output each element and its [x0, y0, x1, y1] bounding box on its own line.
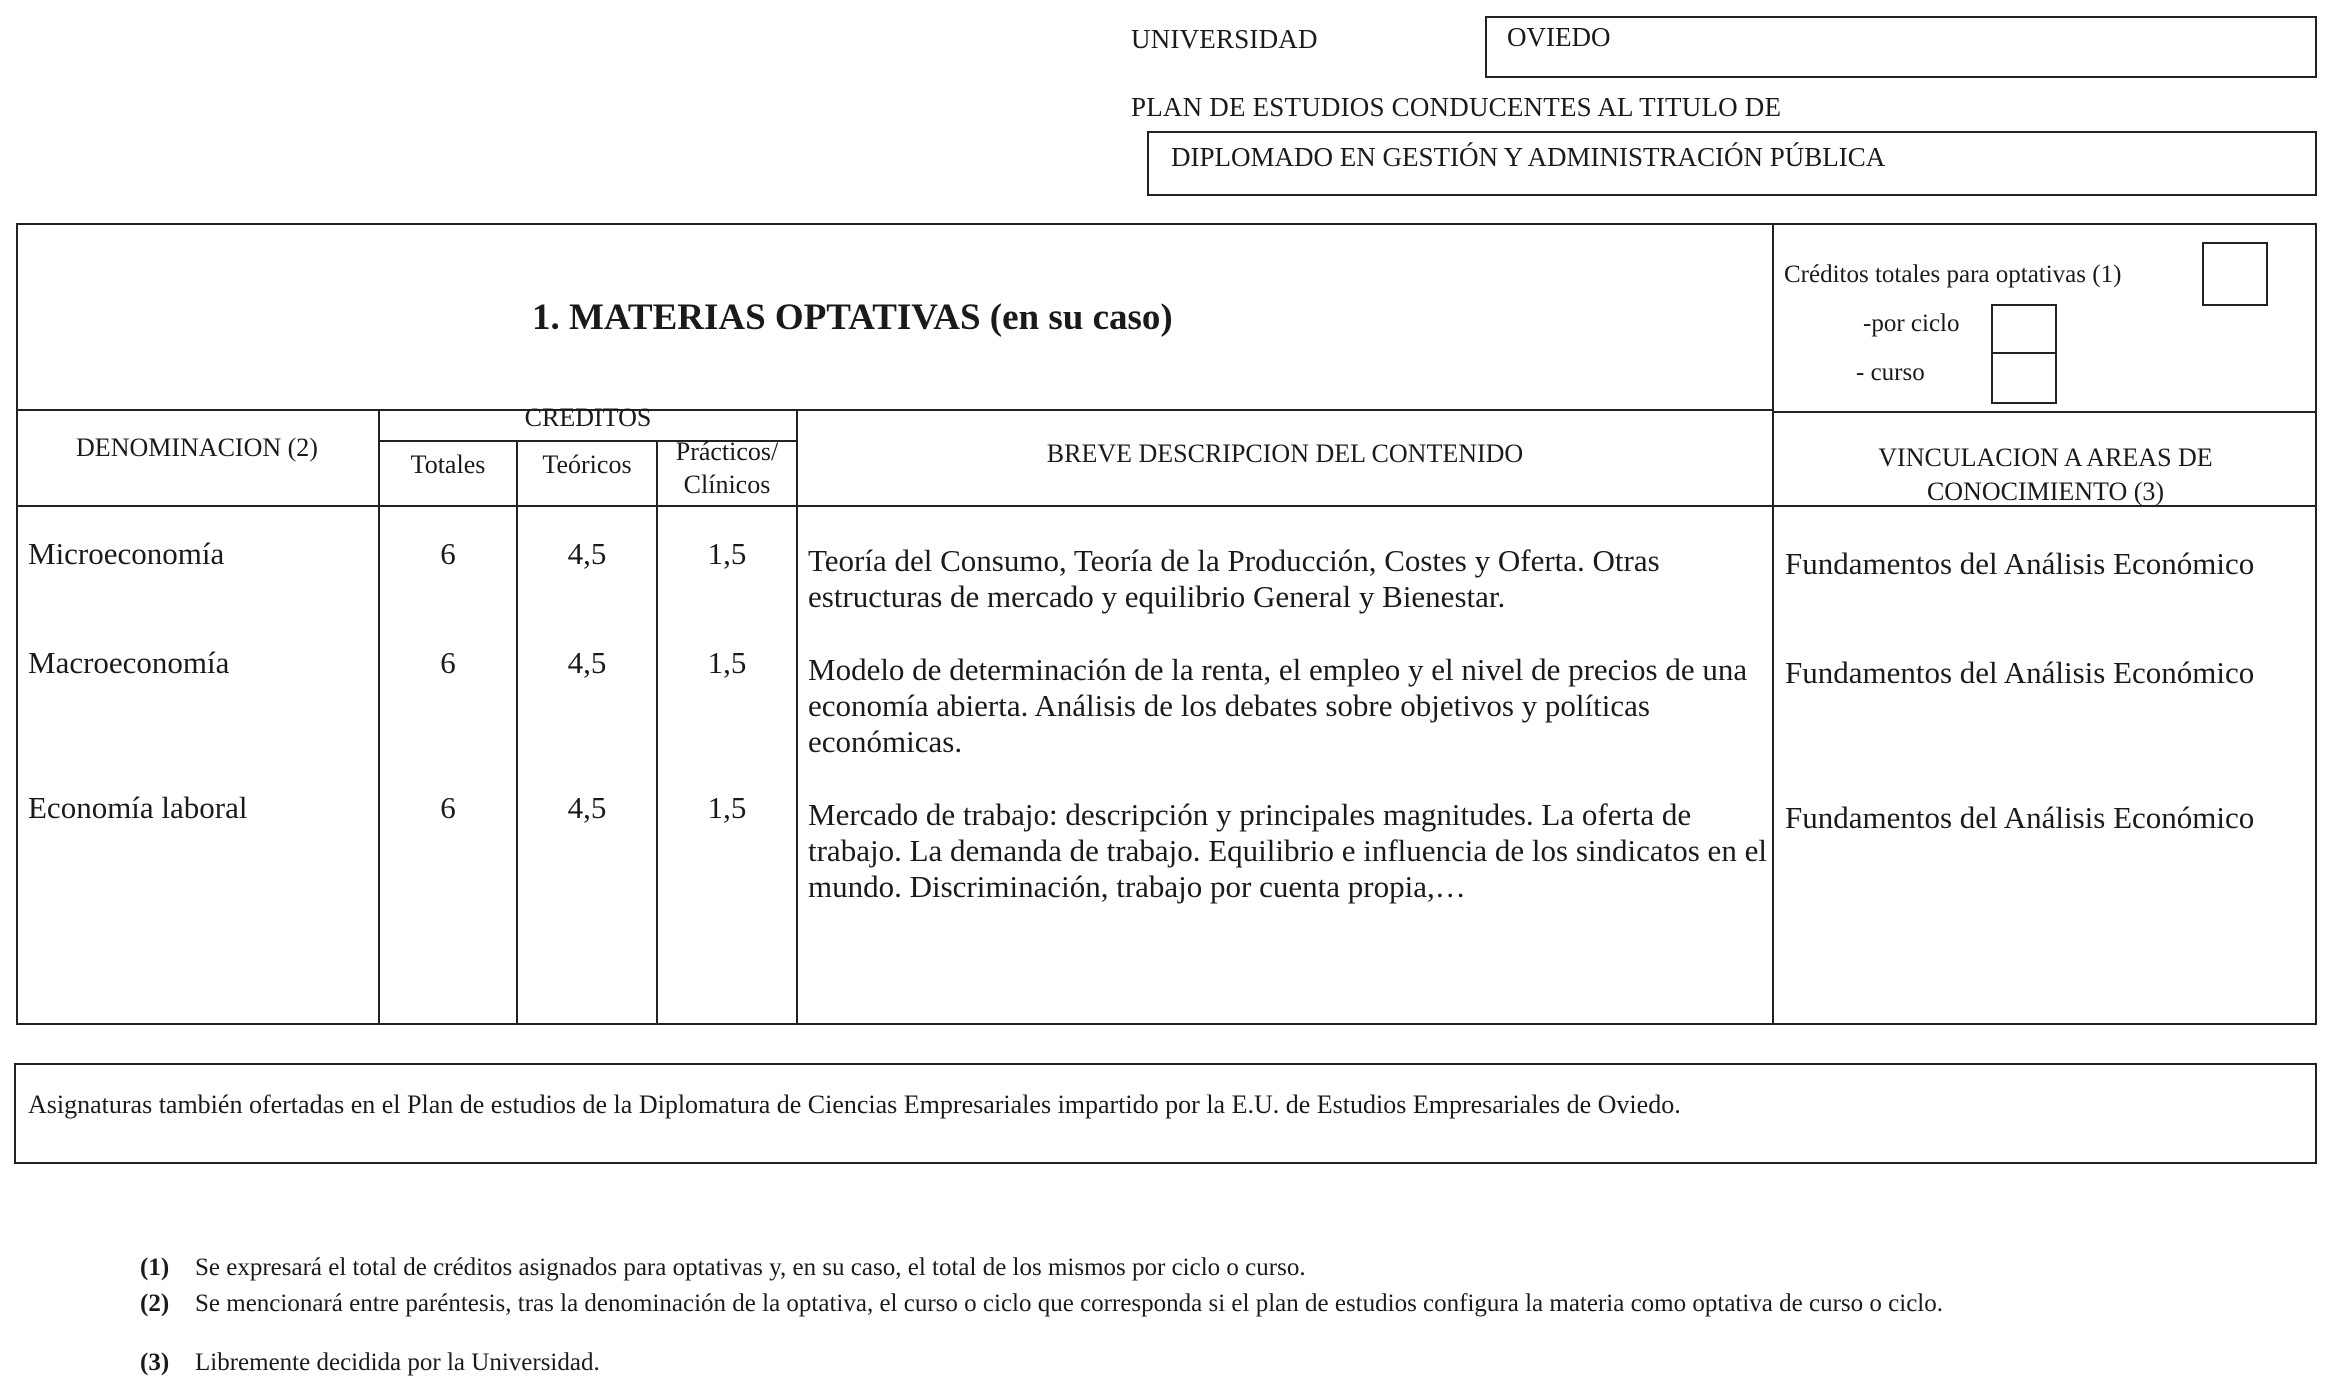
row-teoricos: 4,5: [567, 645, 607, 680]
footnote-mark-2: [140, 1287, 169, 1320]
creditos-totales-label: Créditos totales para optativas (1): [1784, 261, 2122, 288]
col-divider-vinculacion: [1772, 223, 1774, 1025]
creditos-totales-box[interactable]: [2202, 242, 2268, 306]
por-ciclo-label: -por ciclo: [1863, 310, 1960, 337]
footnote-mark: (3): [140, 1349, 170, 1376]
header-practicos: [658, 435, 796, 501]
row-descripcion: Mercado de trabajo: descripción y principales magnitudes. La oferta de trabajo. La demanda de trabajo. Equilibrio e influencia de los sindicatos en el mundo. Discriminación, trabajo por cuenta propia,…: [808, 797, 1767, 904]
row-vinculacion: Fundamentos del Análisis Económico: [1785, 800, 2255, 835]
row-denominacion: Economía laboral: [28, 790, 248, 825]
remark-text: Asignaturas también ofertadas en el Plan de estudios de la Diplomatura de Ciencias Empresariales impartido por la E.U. de Estudios Empresariales de Oviedo.: [28, 1090, 1681, 1119]
plan-label: PLAN DE ESTUDIOS CONDUCENTES AL TITULO DE: [1131, 92, 1782, 122]
row-practicos: 1,5: [707, 536, 747, 571]
col-divider-descripcion: [796, 409, 798, 1025]
row-totales: 6: [440, 645, 456, 680]
section-title: 1. MATERIAS OPTATIVAS (en su caso): [532, 297, 1173, 338]
header-vinculacion-line1: VINCULACION A AREAS DE: [1878, 443, 2213, 472]
col-divider-totales: [378, 409, 380, 1025]
titulo-value: DIPLOMADO EN GESTIÓN Y ADMINISTRACIÓN PÚBLICA: [1171, 142, 1886, 172]
universidad-label: UNIVERSIDAD: [1131, 24, 1318, 54]
universidad-value: OVIEDO: [1507, 22, 1611, 52]
row-descripcion: Teoría del Consumo, Teoría de la Producción, Costes y Oferta. Otras estructuras de mercado y equilibrio General y Bienestar.: [808, 543, 1660, 614]
curso-label: - curso: [1856, 359, 1925, 386]
header-practicos-line2: Clínicos: [683, 470, 771, 499]
header-denominacion: DENOMINACION (2): [76, 433, 318, 462]
header-vinculacion-line2: CONOCIMIENTO (3): [1926, 477, 2165, 506]
row-vinculacion: Fundamentos del Análisis Económico: [1785, 655, 2255, 690]
row-practicos: 1,5: [707, 790, 747, 825]
row-vinculacion: Fundamentos del Análisis Económico: [1785, 546, 2255, 581]
footnote-mark: (1): [140, 1254, 170, 1281]
footnote-mark: (2): [140, 1290, 170, 1317]
row-teoricos: 4,5: [567, 790, 607, 825]
header-practicos-line1: Prácticos/: [675, 437, 779, 466]
row-descripcion: Modelo de determinación de la renta, el empleo y el nivel de precios de una economía abierta. Análisis de los debates sobre objetivos y políticas económicas.: [808, 652, 1748, 759]
curso-box[interactable]: [1991, 352, 2057, 404]
remark-box: [14, 1063, 2317, 1164]
universidad-field: [1485, 16, 2317, 78]
footnote-text-2: Se mencionará entre paréntesis, tras la denominación de la optativa, el curso o ciclo que corresponda si el plan de estudios configura la materia como optativa de curso o ciclo.: [195, 1290, 1943, 1317]
title-row-divider: [16, 409, 1774, 411]
header-teoricos: Teóricos: [542, 450, 632, 479]
row-denominacion: Microeconomía: [28, 536, 225, 571]
footnote-mark-1: [140, 1251, 169, 1284]
header-totales: Totales: [410, 450, 486, 479]
titulo-field: [1147, 131, 2317, 196]
col-divider-teoricos: [516, 440, 518, 1025]
header-vinculacion: [1774, 441, 2317, 509]
row-denominacion: Macroeconomía: [28, 645, 230, 680]
row-totales: 6: [440, 790, 456, 825]
header-creditos: CREDITOS: [524, 403, 652, 432]
row-practicos: 1,5: [707, 645, 747, 680]
por-ciclo-box[interactable]: [1991, 304, 2057, 354]
footnote-text-3: Libremente decidida por la Universidad.: [195, 1349, 600, 1376]
footnote-mark-3: [140, 1346, 169, 1379]
header-descripcion: BREVE DESCRIPCION DEL CONTENIDO: [1046, 439, 1524, 468]
credits-box-divider: [1772, 411, 2317, 413]
row-teoricos: 4,5: [567, 536, 607, 571]
footnote-text-1: Se expresará el total de créditos asignados para optativas y, en su caso, el total de los mismos por ciclo o curso.: [195, 1254, 1306, 1281]
col-divider-practicos: [656, 440, 658, 1025]
row-totales: 6: [440, 536, 456, 571]
